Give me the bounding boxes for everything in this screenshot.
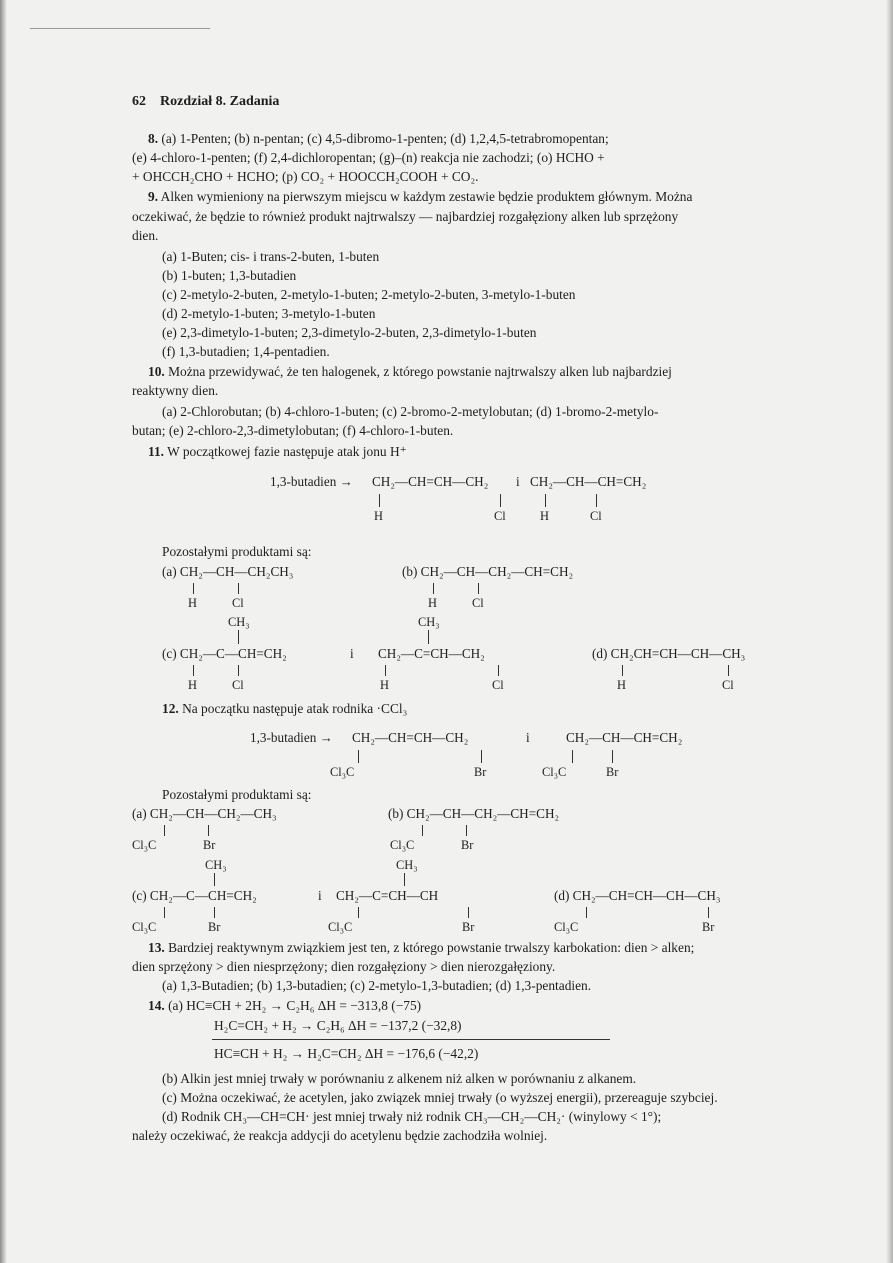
bond bbox=[358, 750, 359, 763]
answer-9-item-e: (e) 2,3-dimetylo-1-buten; 2,3-dimetylo-2-buten, 2,3-dimetylo-1-buten bbox=[162, 325, 537, 340]
answer-8-line-3: + OHCCH₂CHO + HCHO; (p) CO₂ + HOOCCH₂COOH + CO₂. bbox=[132, 169, 479, 184]
r12-conj: i bbox=[526, 730, 530, 745]
f12-a-br: Br bbox=[203, 838, 216, 852]
f11-b-cl: Cl bbox=[472, 596, 484, 610]
answer-9-item-d: (d) 2-metylo-1-buten; 3-metylo-1-buten bbox=[162, 306, 376, 321]
answer-12-intro: 12. Na początku następuje atak rodnika ·CCl₃ bbox=[162, 701, 408, 716]
f12-c2-ccl3: Cl₃C bbox=[328, 920, 353, 934]
answer-14-d: (d) Rodnik CH₃—CH=CH· jest mniej trwały niż rodnik CH₃—CH₂—CH₂· (winylowy < 1°); bbox=[162, 1109, 662, 1124]
answer-8-line-1: 8. (a) 1-Penten; (b) n-pentan; (c) 4,5-dibromo-1-penten; (d) 1,2,4,5-tetrabromopentan; bbox=[148, 131, 609, 146]
page-number: 62 bbox=[132, 94, 146, 109]
bond bbox=[498, 665, 499, 676]
r12-br-2: Br bbox=[606, 765, 619, 779]
f12-c-br: Br bbox=[208, 920, 221, 934]
bond bbox=[164, 825, 165, 836]
f11-c-methyl: CH₃ bbox=[228, 615, 250, 629]
answer-8-line-2: (e) 4-chloro-1-penten; (f) 2,4-dichloropentan; (g)–(n) reakcja nie zachodzi; (o) HCHO + bbox=[132, 150, 605, 165]
f11-d-h: H bbox=[617, 678, 626, 692]
r12-ccl3-1: Cl₃C bbox=[330, 765, 355, 779]
f11-c2: CH₂—C=CH—CH₂ bbox=[378, 646, 485, 661]
bond bbox=[238, 583, 239, 594]
f12-a-ccl3: Cl₃C bbox=[132, 838, 157, 852]
f12-b: (b) CH₂—CH—CH₂—CH=CH₂ bbox=[388, 806, 560, 821]
bond bbox=[481, 750, 482, 763]
f11-a-h: H bbox=[188, 596, 197, 610]
r11-h2: H bbox=[540, 509, 549, 523]
r12-ccl3-2: Cl₃C bbox=[542, 765, 567, 779]
bond bbox=[214, 873, 215, 886]
equation-rule bbox=[212, 1039, 610, 1040]
bond bbox=[193, 583, 194, 594]
f11-b: (b) CH₂—CH—CH₂—CH=CH₂ bbox=[402, 564, 574, 579]
answer-10-line-1: 10. Można przewidywać, że ten halogenek, z którego powstanie najtrwalszy alken lub najbardziej bbox=[148, 364, 672, 379]
answer-10-line-2: reaktywny dien. bbox=[132, 383, 219, 398]
r11-conj: i bbox=[516, 474, 520, 489]
r11-start: 1,3-butadien → bbox=[270, 474, 353, 489]
chapter-title: Rozdział 8. Zadania bbox=[160, 94, 280, 109]
left-binding-shadow bbox=[0, 0, 7, 1263]
f11-c2-h: H bbox=[380, 678, 389, 692]
answer-9-item-a: (a) 1-Buten; cis- i trans-2-buten, 1-buten bbox=[162, 249, 380, 264]
bond bbox=[193, 665, 194, 676]
answer-12-rest: Pozostałymi produktami są: bbox=[162, 787, 312, 802]
answer-14-e: należy oczekiwać, że reakcja addycji do acetylenu będzie zachodziła wolniej. bbox=[132, 1128, 548, 1143]
f12-c-methyl: CH₃ bbox=[205, 858, 227, 872]
bond bbox=[622, 665, 623, 676]
running-header bbox=[132, 94, 279, 110]
answer-13-line-1: 13. Bardziej reaktywnym związkiem jest ten, z którego powstanie trwalszy karbokation: dien > alken; bbox=[148, 940, 695, 955]
answer-14-b: (b) Alkin jest mniej trwały w porównaniu z alkenem niż alken w porównaniu z alkanem. bbox=[162, 1071, 637, 1086]
answer-14-eq-3: HC≡CH + H₂ → H₂C=CH₂ ΔH = −176,6 (−42,2) bbox=[214, 1046, 479, 1061]
f11-c-h: H bbox=[188, 678, 197, 692]
bond bbox=[208, 825, 209, 836]
r12-start: 1,3-butadien → bbox=[250, 730, 333, 745]
answer-11-rest: Pozostałymi produktami są: bbox=[162, 544, 312, 559]
bond bbox=[708, 907, 709, 918]
bond bbox=[238, 665, 239, 676]
r12-br-1: Br bbox=[474, 765, 487, 779]
bond bbox=[478, 583, 479, 594]
bond bbox=[385, 665, 386, 676]
bond bbox=[586, 907, 587, 918]
bond bbox=[404, 873, 405, 886]
bond bbox=[379, 494, 380, 507]
f11-c: (c) CH₂—C—CH=CH₂ bbox=[162, 646, 287, 661]
f11-c2-cl: Cl bbox=[492, 678, 504, 692]
f12-c: (c) CH₂—C—CH=CH₂ bbox=[132, 888, 257, 903]
f11-d-cl: Cl bbox=[722, 678, 734, 692]
r12-chain-1: CH₂—CH=CH—CH₂ bbox=[352, 730, 469, 745]
answer-14-eq-2: H₂C=CH₂ + H₂ → C₂H₆ ΔH = −137,2 (−32,8) bbox=[214, 1018, 462, 1033]
f12-d: (d) CH₂—CH=CH—CH—CH₃ bbox=[554, 888, 721, 903]
f12-c2: CH₂—C=CH—CH bbox=[336, 888, 439, 903]
answer-9-line-1: 9. Alken wymieniony na pierwszym miejscu w każdym zestawie będzie produktem głównym. Można bbox=[148, 189, 693, 204]
answer-10-line-3: (a) 2-Chlorobutan; (b) 4-chloro-1-buten; (c) 2-bromo-2-metylobutan; (d) 1-bromo-2-metylo- bbox=[162, 404, 659, 419]
r11-chain-2: CH₂—CH—CH=CH₂ bbox=[530, 474, 647, 489]
bond bbox=[433, 583, 434, 594]
r11-cl2: Cl bbox=[590, 509, 602, 523]
bond bbox=[422, 825, 423, 836]
f12-b-ccl3: Cl₃C bbox=[390, 838, 415, 852]
answer-9-line-2: oczekiwać, że będzie to również produkt najtrwalszy — najbardziej rozgałęziony alken lub sprzężony bbox=[132, 209, 679, 224]
bond bbox=[728, 665, 729, 676]
f12-d-ccl3: Cl₃C bbox=[554, 920, 579, 934]
r12-chain-2: CH₂—CH—CH=CH₂ bbox=[566, 730, 683, 745]
answer-9-item-c: (c) 2-metylo-2-buten, 2-metylo-1-buten; 2-metylo-2-buten, 3-metylo-1-buten bbox=[162, 287, 576, 302]
f11-c-conj: i bbox=[350, 646, 354, 661]
answer-9-line-3: dien. bbox=[132, 228, 159, 243]
bond bbox=[214, 907, 215, 918]
answer-13-line-2: dien sprzężony > dien niesprzężony; dien rozgałęziony > dien nierozgałęziony. bbox=[132, 959, 556, 974]
f12-c2-methyl: CH₃ bbox=[396, 858, 418, 872]
scan-mark bbox=[30, 28, 210, 29]
f12-c-ccl3: Cl₃C bbox=[132, 920, 157, 934]
r11-cl1: Cl bbox=[494, 509, 506, 523]
bond bbox=[466, 825, 467, 836]
bond bbox=[468, 907, 469, 918]
answer-11-intro: 11. W początkowej fazie następuje atak jonu H⁺ bbox=[148, 444, 407, 459]
answer-13-line-3: (a) 1,3-Butadien; (b) 1,3-butadien; (c) 2-metylo-1,3-butadien; (d) 1,3-pentadien. bbox=[162, 978, 592, 993]
bond bbox=[428, 630, 429, 644]
f12-b-br: Br bbox=[461, 838, 474, 852]
f11-b-h: H bbox=[428, 596, 437, 610]
bond bbox=[612, 750, 613, 763]
bond bbox=[500, 494, 501, 507]
f12-c2-br: Br bbox=[462, 920, 475, 934]
f11-a: (a) CH₂—CH—CH₂CH₃ bbox=[162, 564, 294, 579]
bond bbox=[164, 907, 165, 918]
f11-c2-methyl: CH₃ bbox=[418, 615, 440, 629]
bond bbox=[358, 907, 359, 918]
bond bbox=[545, 494, 546, 507]
answer-10-line-4: butan; (e) 2-chloro-2,3-dimetylobutan; (f) 4-chloro-1-buten. bbox=[132, 423, 454, 438]
r11-h1: H bbox=[374, 509, 383, 523]
f12-d-br: Br bbox=[702, 920, 715, 934]
f11-c-cl: Cl bbox=[232, 678, 244, 692]
answer-14-c: (c) Można oczekiwać, że acetylen, jako związek mniej trwały (o wyższej energii), przereaguje szybciej. bbox=[162, 1090, 718, 1105]
answer-9-item-b: (b) 1-buten; 1,3-butadien bbox=[162, 268, 297, 283]
f11-a-cl: Cl bbox=[232, 596, 244, 610]
bond bbox=[572, 750, 573, 763]
answer-9-item-f: (f) 1,3-butadien; 1,4-pentadien. bbox=[162, 344, 330, 359]
answer-14-eq-1: 14. (a) HC≡CH + 2H₂ → C₂H₆ ΔH = −313,8 (−75) bbox=[148, 998, 422, 1013]
right-edge-shadow bbox=[886, 0, 893, 1263]
bond bbox=[238, 630, 239, 644]
r11-chain-1: CH₂—CH=CH—CH₂ bbox=[372, 474, 489, 489]
f11-d: (d) CH₂CH=CH—CH—CH₃ bbox=[592, 646, 746, 661]
f12-a: (a) CH₂—CH—CH₂—CH₃ bbox=[132, 806, 277, 821]
bond bbox=[596, 494, 597, 507]
f12-c-conj: i bbox=[318, 888, 322, 903]
